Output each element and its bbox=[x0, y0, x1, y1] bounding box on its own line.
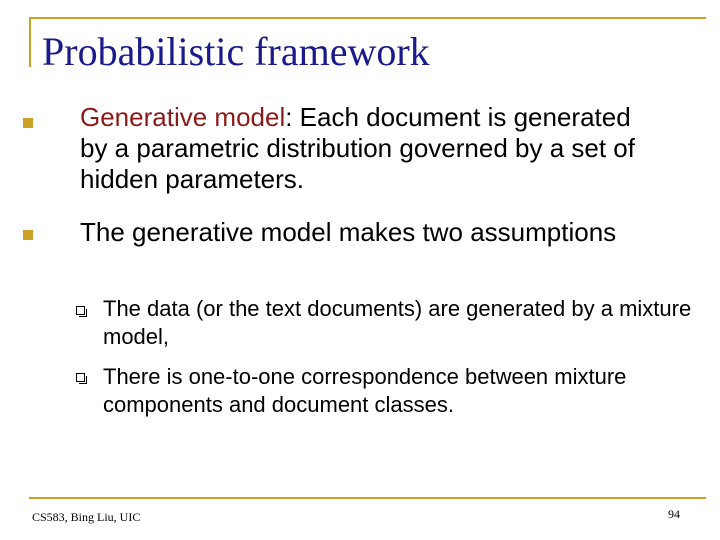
filled-square-bullet-icon bbox=[23, 118, 33, 128]
hollow-square-bullet-icon bbox=[76, 306, 85, 315]
bullet-2-text: The generative model makes two assumptions bbox=[80, 217, 617, 247]
title-frame-top-line bbox=[29, 17, 706, 19]
footer-page-number: 94 bbox=[668, 507, 680, 521]
bullet-1-text: : Each document is generated by a parametric distribution governed by a set of hidden parameters. bbox=[80, 102, 635, 194]
bullet-item-1 bbox=[80, 102, 640, 195]
bullet-1-accent-term: Generative model bbox=[80, 102, 286, 132]
bullet-item-2 bbox=[80, 217, 640, 248]
footer-course-label: CS583, Bing Liu, UIC bbox=[32, 510, 141, 524]
title-frame-left-line bbox=[29, 17, 31, 67]
footer-divider bbox=[29, 497, 706, 499]
slide-title: Probabilistic framework bbox=[42, 29, 430, 74]
hollow-square-bullet-icon bbox=[76, 373, 85, 382]
sub-bullet-item-1: The data (or the text documents) are generated by a mixture model, bbox=[103, 296, 692, 349]
sub-bullet-item-2: There is one-to-one correspondence between mixture components and document classes. bbox=[103, 364, 627, 417]
filled-square-bullet-icon bbox=[23, 230, 33, 240]
